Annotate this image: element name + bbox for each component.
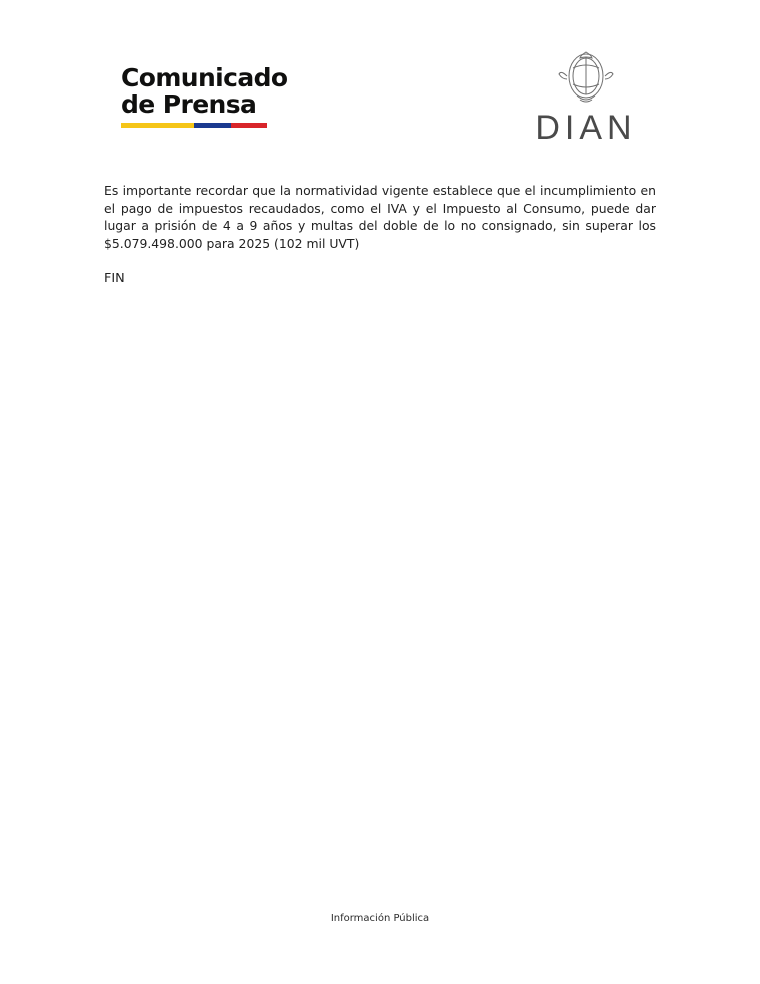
- dian-wordmark: DIAN: [535, 109, 637, 147]
- flag-bar-yellow: [121, 123, 194, 128]
- document-footer: [0, 908, 760, 926]
- document-header: [104, 46, 656, 146]
- document-body: [104, 182, 656, 299]
- colombia-flag-rule: [121, 123, 267, 128]
- body-paragraph: Es importante recordar que la normatividad vigente establece que el incumplimiento en el pago de impuestos recaudados, como el IVA y el Impuesto al Consumo, puede dar lugar a prisión de 4 a 9 años y multas del doble de lo no consignado, sin superar los $5.079.498.000 para 2025 (102 mil UVT): [104, 183, 656, 251]
- masthead-line-2: de Prensa: [121, 90, 257, 119]
- colombia-crest-icon: [516, 46, 656, 106]
- masthead-line-1: Comunicado: [121, 63, 288, 92]
- end-of-release-mark: FIN: [104, 271, 125, 286]
- masthead: [121, 64, 421, 128]
- flag-bar-blue: [194, 123, 231, 128]
- classification-label: Información Pública: [330, 913, 430, 924]
- flag-bar-red: [231, 123, 268, 128]
- dian-logo: [516, 46, 656, 146]
